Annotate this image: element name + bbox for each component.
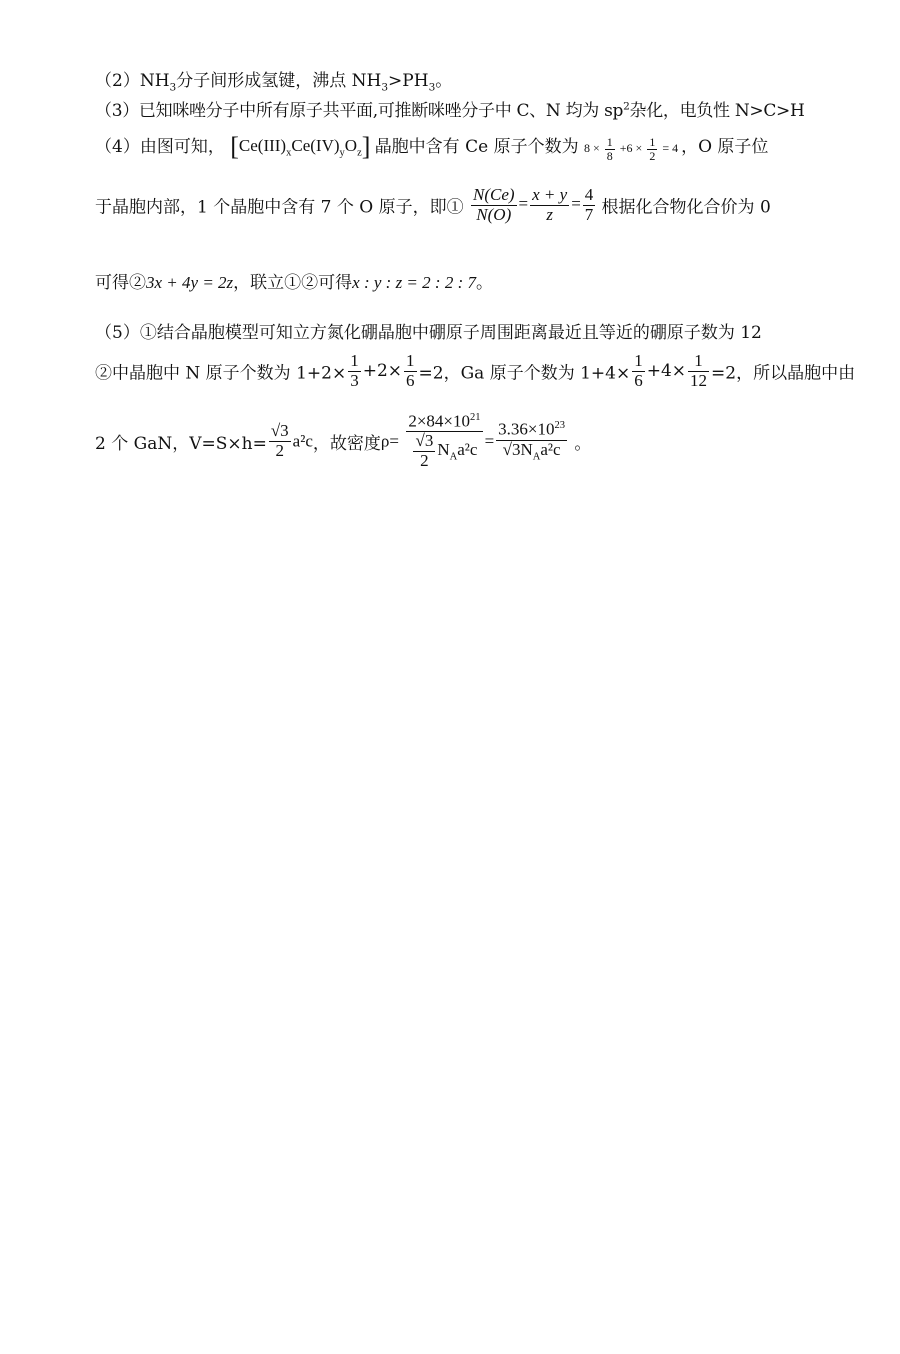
formula-ce-oxide: $[Ce(III)_xCe(IV)_yO_z]$ [230,132,371,162]
rho: ρ= [380,431,399,451]
density-num: 2×84×10 [408,411,471,431]
p4-line3-lead: 可得② [95,273,146,293]
sub-z: z [357,147,362,159]
volume-tail: a²c [292,431,313,451]
p3-text: （3）已知咪唑分子中所有原子共平面,可推断咪唑分子中 C、N 均为 sp [95,101,624,121]
frac-1-6a [404,352,417,390]
eq: = [484,431,495,451]
frac-sqrt3-2 [269,422,291,460]
ce-count-calc [583,134,681,163]
num: N(Ce) [473,185,515,204]
num: 1 [406,351,415,370]
result-den: √3N [502,439,533,459]
frac-1-3 [348,352,361,390]
calc-b: +6 × [619,141,643,155]
num: 4 [584,185,594,204]
ce4: Ce(IV) [291,136,340,156]
p2-text2: 分子间形成氢键，沸点 NH [176,71,382,91]
num: √3 [415,431,434,451]
ratio-equation [469,185,602,224]
p4-line2-lead: 于晶胞内部，1 个晶胞中含有 7 个 O 原子，即① [95,197,464,218]
paragraph-5-line1 [95,318,762,343]
den: 8 [606,148,613,163]
na-sub: A [449,451,458,463]
p5-line3-a: 2 个 GaN，V=S×h= [95,433,267,454]
result-den-sub: A [532,450,541,462]
ce3: Ce(III) [238,136,287,156]
den: 2 [420,451,429,471]
den: 6 [406,370,415,390]
frac-1-6b [632,352,645,390]
frac-1-8 [605,136,615,163]
paragraph-4-line3 [95,268,493,293]
p3-text2: 杂化，电负性 N>C>H [629,101,805,121]
p4-line2-tail: 根据化合物化合价为 0 [601,197,771,218]
p2-text: （2）NH [95,71,170,91]
eq: = [571,194,581,214]
p2-text4: 。 [435,71,453,91]
den: 2 [275,440,284,460]
den: z [546,204,553,224]
density-result [496,420,567,462]
paragraph-3 [95,96,805,121]
na: N [437,440,450,460]
paragraph-4-line2 [95,186,771,224]
ratio-result: x : y : z = 2 : 2 : 7 [352,273,476,292]
frac-1-2 [647,136,657,163]
p5-line2-b: +2× [362,361,403,382]
p5-line1: （5）①结合晶胞模型可知立方氮化硼晶胞中硼原子周围距离最近且等近的硼原子数为 12 [95,323,762,343]
num: 1 [649,134,656,149]
p2-sub3: 3 [428,81,436,94]
num: 1 [688,352,709,372]
p5-line2-c: =2，Ga 原子个数为 1+4× [418,363,631,384]
sub-y: y [339,147,345,159]
den: 6 [634,370,643,390]
den: N(O) [476,204,512,224]
p3-sup: 2 [623,100,630,113]
p5-line2-d: +4× [646,361,687,382]
p4-line3-tail: 。 [475,273,493,293]
p5-line2-a: ②中晶胞中 N 原子个数为 1+2× [95,363,347,384]
p2-text3: >PH [388,71,429,91]
num: 1 [606,134,613,149]
frac-4-7 [583,186,596,224]
den: 3 [350,370,359,390]
a2c: a²c [457,440,478,460]
den: 12 [690,370,708,390]
num: x + y [532,185,568,204]
frac-nce-no [471,186,517,224]
sub-x: x [286,147,292,159]
p4-mid: 晶胞中含有 Ce 原子个数为 [374,137,579,157]
num: √3 [270,421,289,441]
calc-a: 8 × [583,141,600,155]
result-den-end: a²c [540,439,561,459]
paragraph-4-line1 [95,132,768,163]
result-num: 3.36×10 [498,419,555,439]
frac-xy-z [530,186,569,224]
p2-sub: 3 [169,81,177,94]
p4-tail: ，O 原子位 [681,137,769,157]
num: 1 [350,351,359,370]
num: 1 [634,351,643,370]
p2-sub2: 3 [381,81,389,94]
frac-1-12 [688,352,709,390]
charge-equation: 3x + 4y = 2z [146,273,234,292]
o: O [344,136,358,156]
result-num-exp: 23 [554,420,566,432]
p4-line3-mid: ，联立①②可得 [233,273,353,293]
p5-line3-b: ，故密度 [312,433,381,454]
paragraph-5-line3 [95,412,591,471]
density-fraction [406,412,482,471]
calc-c: = 4 [662,141,679,155]
p5-line2-e: =2，所以晶胞中由 [711,363,856,384]
density-num-exp: 21 [470,412,481,423]
paragraph-2 [95,66,452,93]
p5-end: 。 [569,433,592,454]
p4-lead: （4）由图可知， [95,137,225,157]
den: 2 [649,148,656,163]
eq: = [518,194,529,214]
paragraph-5-line2 [95,352,855,390]
den: 7 [584,204,594,224]
frac-sqrt3-over-2 [413,432,435,470]
